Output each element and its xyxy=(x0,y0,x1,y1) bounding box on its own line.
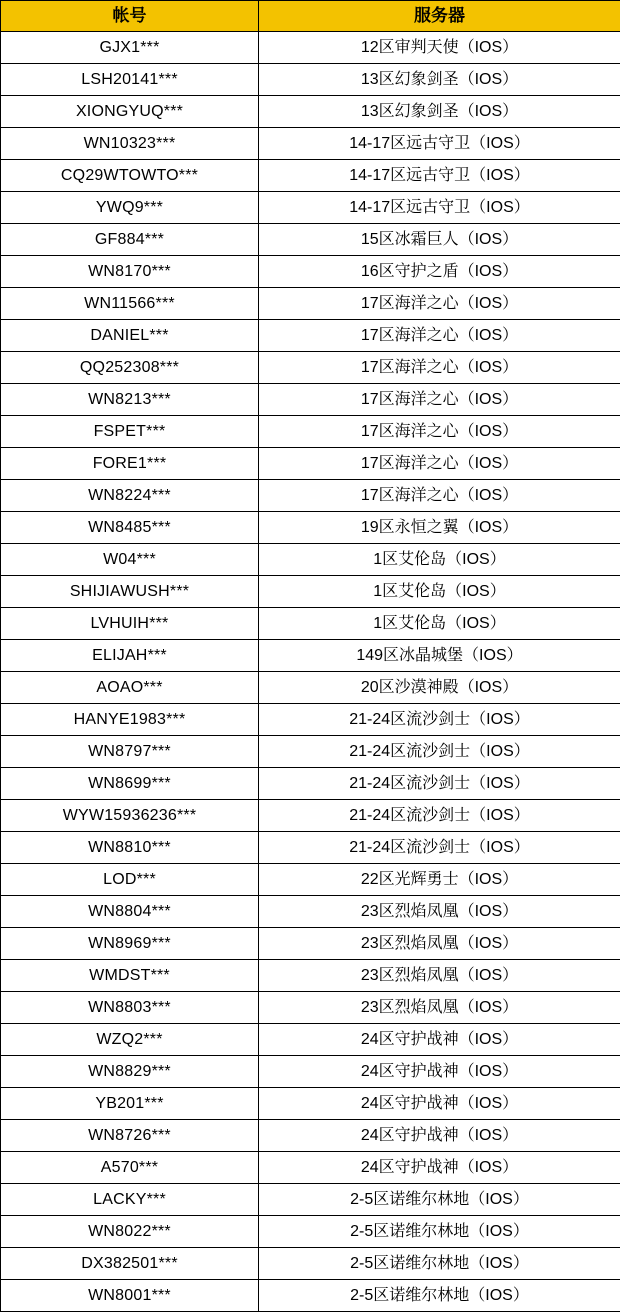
table-row xyxy=(1,160,620,192)
table-row xyxy=(1,1152,620,1184)
table-row xyxy=(1,224,620,256)
table-row xyxy=(1,1184,620,1216)
cell-server: 2-5区诺维尔林地（IOS） xyxy=(259,1216,620,1248)
table-row xyxy=(1,672,620,704)
cell-account: LVHUIH*** xyxy=(1,608,259,640)
cell-account: WN8001*** xyxy=(1,1280,259,1312)
table-row xyxy=(1,896,620,928)
cell-server: 149区冰晶城堡（IOS） xyxy=(259,640,620,672)
cell-account: WZQ2*** xyxy=(1,1024,259,1056)
cell-server: 24区守护战神（IOS） xyxy=(259,1024,620,1056)
cell-account: LOD*** xyxy=(1,864,259,896)
cell-server: 14-17区远古守卫（IOS） xyxy=(259,192,620,224)
table-row xyxy=(1,192,620,224)
table-row xyxy=(1,384,620,416)
table-row xyxy=(1,928,620,960)
cell-server: 17区海洋之心（IOS） xyxy=(259,384,620,416)
cell-server: 14-17区远古守卫（IOS） xyxy=(259,160,620,192)
cell-account: LSH20141*** xyxy=(1,64,259,96)
cell-server: 1区艾伦岛（IOS） xyxy=(259,608,620,640)
cell-account: WN8810*** xyxy=(1,832,259,864)
cell-account: LACKY*** xyxy=(1,1184,259,1216)
cell-account: WN11566*** xyxy=(1,288,259,320)
cell-account: WN8969*** xyxy=(1,928,259,960)
cell-server: 12区审判天使（IOS） xyxy=(259,32,620,64)
cell-account: WMDST*** xyxy=(1,960,259,992)
cell-account: WN8213*** xyxy=(1,384,259,416)
cell-server: 17区海洋之心（IOS） xyxy=(259,352,620,384)
cell-account: WN8699*** xyxy=(1,768,259,800)
cell-account: CQ29WTOWTO*** xyxy=(1,160,259,192)
cell-server: 2-5区诺维尔林地（IOS） xyxy=(259,1280,620,1312)
cell-server: 2-5区诺维尔林地（IOS） xyxy=(259,1184,620,1216)
cell-server: 17区海洋之心（IOS） xyxy=(259,288,620,320)
cell-account: WN8170*** xyxy=(1,256,259,288)
table-row xyxy=(1,320,620,352)
table-body xyxy=(1,32,620,1312)
cell-server: 13区幻象剑圣（IOS） xyxy=(259,96,620,128)
table-row xyxy=(1,64,620,96)
cell-account: DX382501*** xyxy=(1,1248,259,1280)
cell-account: WYW15936236*** xyxy=(1,800,259,832)
cell-server: 22区光辉勇士（IOS） xyxy=(259,864,620,896)
table-row xyxy=(1,96,620,128)
cell-account: YB201*** xyxy=(1,1088,259,1120)
cell-server: 21-24区流沙剑士（IOS） xyxy=(259,736,620,768)
table-row xyxy=(1,256,620,288)
table-row xyxy=(1,1088,620,1120)
column-header-account: 帐号 xyxy=(1,1,259,32)
table-row xyxy=(1,512,620,544)
cell-server: 14-17区远古守卫（IOS） xyxy=(259,128,620,160)
table-row xyxy=(1,128,620,160)
cell-server: 23区烈焰凤凰（IOS） xyxy=(259,896,620,928)
cell-account: WN8829*** xyxy=(1,1056,259,1088)
table-row xyxy=(1,608,620,640)
table-row xyxy=(1,1024,620,1056)
cell-server: 24区守护战神（IOS） xyxy=(259,1152,620,1184)
cell-server: 1区艾伦岛（IOS） xyxy=(259,576,620,608)
table-row xyxy=(1,1280,620,1312)
cell-server: 17区海洋之心（IOS） xyxy=(259,416,620,448)
table-row xyxy=(1,768,620,800)
cell-server: 21-24区流沙剑士（IOS） xyxy=(259,832,620,864)
cell-server: 23区烈焰凤凰（IOS） xyxy=(259,928,620,960)
cell-account: WN8022*** xyxy=(1,1216,259,1248)
cell-server: 16区守护之盾（IOS） xyxy=(259,256,620,288)
table-row xyxy=(1,1216,620,1248)
table-row xyxy=(1,416,620,448)
table-row xyxy=(1,832,620,864)
cell-account: QQ252308*** xyxy=(1,352,259,384)
cell-account: A570*** xyxy=(1,1152,259,1184)
table-row xyxy=(1,640,620,672)
table-row xyxy=(1,1056,620,1088)
cell-server: 17区海洋之心（IOS） xyxy=(259,320,620,352)
table-row xyxy=(1,32,620,64)
cell-server: 20区沙漠神殿（IOS） xyxy=(259,672,620,704)
cell-account: YWQ9*** xyxy=(1,192,259,224)
cell-account: HANYE1983*** xyxy=(1,704,259,736)
cell-server: 19区永恒之翼（IOS） xyxy=(259,512,620,544)
table-row xyxy=(1,960,620,992)
cell-server: 13区幻象剑圣（IOS） xyxy=(259,64,620,96)
column-header-server: 服务器 xyxy=(259,1,620,32)
cell-server: 24区守护战神（IOS） xyxy=(259,1120,620,1152)
cell-server: 24区守护战神（IOS） xyxy=(259,1056,620,1088)
cell-server: 23区烈焰凤凰（IOS） xyxy=(259,960,620,992)
cell-account: FSPET*** xyxy=(1,416,259,448)
cell-account: DANIEL*** xyxy=(1,320,259,352)
cell-server: 21-24区流沙剑士（IOS） xyxy=(259,704,620,736)
table-row xyxy=(1,864,620,896)
cell-server: 17区海洋之心（IOS） xyxy=(259,480,620,512)
cell-account: GJX1*** xyxy=(1,32,259,64)
cell-account: GF884*** xyxy=(1,224,259,256)
cell-server: 1区艾伦岛（IOS） xyxy=(259,544,620,576)
table-row xyxy=(1,576,620,608)
cell-server: 24区守护战神（IOS） xyxy=(259,1088,620,1120)
table-row xyxy=(1,1120,620,1152)
cell-server: 2-5区诺维尔林地（IOS） xyxy=(259,1248,620,1280)
table-row xyxy=(1,736,620,768)
table-header-row xyxy=(1,1,620,32)
table-row xyxy=(1,544,620,576)
cell-account: ELIJAH*** xyxy=(1,640,259,672)
cell-account: XIONGYUQ*** xyxy=(1,96,259,128)
table-row xyxy=(1,448,620,480)
cell-account: WN8803*** xyxy=(1,992,259,1024)
table-row xyxy=(1,352,620,384)
cell-account: WN8485*** xyxy=(1,512,259,544)
cell-account: WN10323*** xyxy=(1,128,259,160)
table-row xyxy=(1,288,620,320)
cell-server: 17区海洋之心（IOS） xyxy=(259,448,620,480)
cell-server: 15区冰霜巨人（IOS） xyxy=(259,224,620,256)
cell-account: WN8224*** xyxy=(1,480,259,512)
cell-account: AOAO*** xyxy=(1,672,259,704)
cell-server: 21-24区流沙剑士（IOS） xyxy=(259,800,620,832)
cell-account: SHIJIAWUSH*** xyxy=(1,576,259,608)
table-row xyxy=(1,480,620,512)
table-row xyxy=(1,1248,620,1280)
cell-account: FORE1*** xyxy=(1,448,259,480)
cell-account: WN8797*** xyxy=(1,736,259,768)
cell-account: WN8726*** xyxy=(1,1120,259,1152)
cell-server: 23区烈焰凤凰（IOS） xyxy=(259,992,620,1024)
table-row xyxy=(1,800,620,832)
table-row xyxy=(1,992,620,1024)
table-row xyxy=(1,704,620,736)
cell-server: 21-24区流沙剑士（IOS） xyxy=(259,768,620,800)
table-header xyxy=(1,1,620,32)
cell-account: W04*** xyxy=(1,544,259,576)
cell-account: WN8804*** xyxy=(1,896,259,928)
